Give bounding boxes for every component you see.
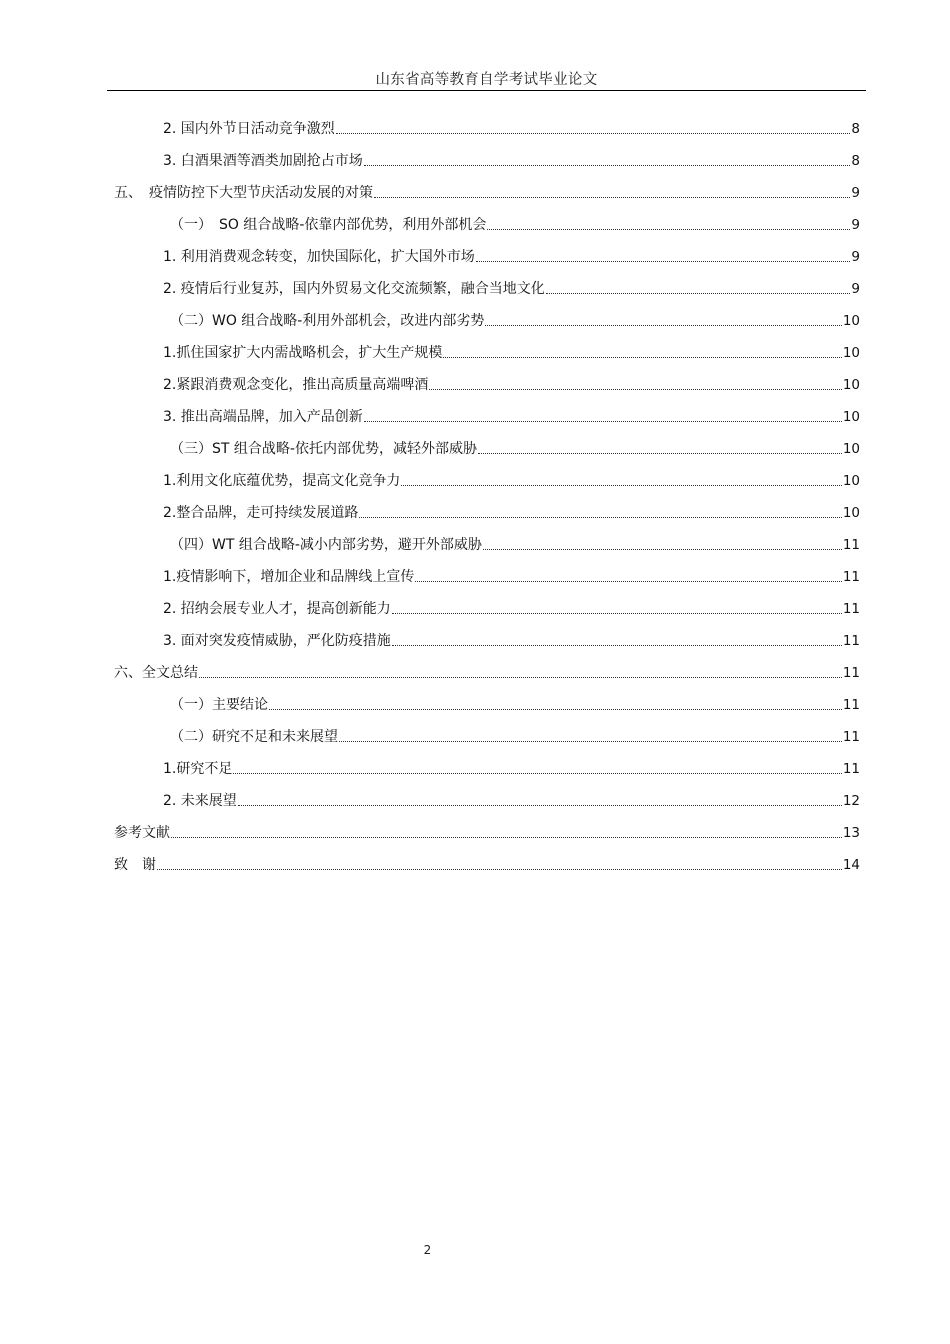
toc-entry-page: 10 <box>842 409 860 425</box>
toc-entry-title: 1.抓住国家扩大内需战略机会，扩大生产规模 <box>163 345 443 361</box>
toc-leader-dots <box>483 549 842 550</box>
toc-entry[interactable] <box>163 278 860 300</box>
toc-entry-title: （二）WO 组合战略-利用外部机会，改进内部劣势 <box>170 313 485 329</box>
toc-leader-dots <box>336 133 851 134</box>
toc-entry[interactable] <box>163 470 860 492</box>
toc-leader-dots <box>359 517 841 518</box>
toc-entry-title: 2. 国内外节日活动竞争激烈 <box>163 121 335 137</box>
toc-entry[interactable] <box>170 310 860 332</box>
toc-entry[interactable] <box>163 246 860 268</box>
toc-entry-page: 9 <box>851 185 860 201</box>
toc-leader-dots <box>401 485 841 486</box>
toc-entry[interactable] <box>170 534 860 556</box>
toc-entry-title: 1.利用文化底蕴优势，提高文化竞争力 <box>163 473 401 489</box>
toc-entry-page: 11 <box>842 729 860 745</box>
toc-entry-title: 1. 利用消费观念转变，加快国际化，扩大国外市场 <box>163 249 475 265</box>
toc-entry[interactable] <box>163 374 860 396</box>
page-number: 2 <box>423 1243 432 1257</box>
toc-leader-dots <box>485 325 841 326</box>
toc-entry[interactable] <box>114 854 860 876</box>
toc-entry-page: 12 <box>842 793 860 809</box>
toc-entry-page: 8 <box>851 153 860 169</box>
toc-entry[interactable] <box>170 214 860 236</box>
toc-leader-dots <box>392 645 842 646</box>
toc-entry-title: 3. 白酒果酒等酒类加剧抢占市场 <box>163 153 363 169</box>
toc-entry-title: 五、 疫情防控下大型节庆活动发展的对策 <box>114 185 373 201</box>
toc-leader-dots <box>199 677 842 678</box>
toc-entry-title: 1.疫情影响下，增加企业和品牌线上宣传 <box>163 569 415 585</box>
toc-entry-title: 致 谢 <box>114 857 156 873</box>
toc-entry-page: 8 <box>851 121 860 137</box>
toc-entry-page: 10 <box>842 441 860 457</box>
toc-entry[interactable] <box>163 758 860 780</box>
toc-leader-dots <box>364 165 851 166</box>
toc-leader-dots <box>415 581 841 582</box>
toc-entry-page: 9 <box>851 217 860 233</box>
toc-entry-page: 11 <box>842 761 860 777</box>
toc-entry-title: 六、全文总结 <box>114 665 198 681</box>
toc-leader-dots <box>238 805 842 806</box>
toc-entry-title: （四）WT 组合战略-减小内部劣势，避开外部威胁 <box>170 537 482 553</box>
toc-entry-title: 2. 未来展望 <box>163 793 237 809</box>
toc-entry-page: 10 <box>842 473 860 489</box>
toc-entry[interactable] <box>170 726 860 748</box>
toc-entry-page: 10 <box>842 377 860 393</box>
toc-entry-title: （三）ST 组合战略-依托内部优势，减轻外部威胁 <box>170 441 477 457</box>
toc-entry[interactable] <box>114 662 860 684</box>
toc-entry-page: 13 <box>842 825 860 841</box>
toc-entry[interactable] <box>170 694 860 716</box>
toc-entry[interactable] <box>163 630 860 652</box>
toc-entry[interactable] <box>163 566 860 588</box>
toc-leader-dots <box>429 389 841 390</box>
toc-entry-page: 9 <box>851 249 860 265</box>
toc-entry-page: 9 <box>851 281 860 297</box>
toc-leader-dots <box>157 869 842 870</box>
toc-entry-title: 2.整合品牌，走可持续发展道路 <box>163 505 359 521</box>
toc-entry-page: 11 <box>842 537 860 553</box>
page-header-title: 山东省高等教育自学考试毕业论文 <box>375 72 598 88</box>
toc-entry-title: （一） SO 组合战略-依靠内部优势，利用外部机会 <box>170 217 487 233</box>
toc-entry-title: 2. 招纳会展专业人才，提高创新能力 <box>163 601 391 617</box>
toc-entry[interactable] <box>163 790 860 812</box>
toc-entry-title: （一）主要结论 <box>170 697 268 713</box>
toc-entry-title: 2.紧跟消费观念变化，推出高质量高端啤酒 <box>163 377 429 393</box>
toc-leader-dots <box>546 293 851 294</box>
toc-leader-dots <box>269 709 842 710</box>
toc-entry-title: 2. 疫情后行业复苏，国内外贸易文化交流频繁，融合当地文化 <box>163 281 545 297</box>
toc-entry-title: （二）研究不足和未来展望 <box>170 729 338 745</box>
toc-leader-dots <box>392 613 842 614</box>
toc-entry[interactable] <box>163 342 860 364</box>
toc-entry[interactable] <box>163 598 860 620</box>
toc-entry-page: 11 <box>842 601 860 617</box>
toc-entry-page: 11 <box>842 569 860 585</box>
toc-entry[interactable] <box>163 406 860 428</box>
toc-leader-dots <box>364 421 842 422</box>
header-rule <box>107 90 866 91</box>
toc-entry[interactable] <box>163 502 860 524</box>
toc-entry[interactable] <box>163 150 860 172</box>
toc-entry-page: 10 <box>842 345 860 361</box>
toc-entry[interactable] <box>163 118 860 140</box>
toc-leader-dots <box>487 229 850 230</box>
toc-entry-page: 11 <box>842 665 860 681</box>
toc-entry-title: 1.研究不足 <box>163 761 233 777</box>
toc-entry-page: 11 <box>842 697 860 713</box>
toc-leader-dots <box>443 357 841 358</box>
toc-entry-title: 3. 推出高端品牌，加入产品创新 <box>163 409 363 425</box>
toc-entry-page: 14 <box>842 857 860 873</box>
toc-entry[interactable] <box>170 438 860 460</box>
toc-leader-dots <box>478 453 842 454</box>
toc-entry-page: 10 <box>842 505 860 521</box>
toc-leader-dots <box>476 261 851 262</box>
toc-entry[interactable] <box>114 182 860 204</box>
toc-entry-title: 参考文献 <box>114 825 170 841</box>
toc-entry-page: 10 <box>842 313 860 329</box>
toc-entry-page: 11 <box>842 633 860 649</box>
toc-leader-dots <box>233 773 841 774</box>
toc-leader-dots <box>339 741 842 742</box>
toc-entry-title: 3. 面对突发疫情威胁，严化防疫措施 <box>163 633 391 649</box>
toc-leader-dots <box>374 197 850 198</box>
toc-leader-dots <box>171 837 842 838</box>
toc-entry[interactable] <box>114 822 860 844</box>
